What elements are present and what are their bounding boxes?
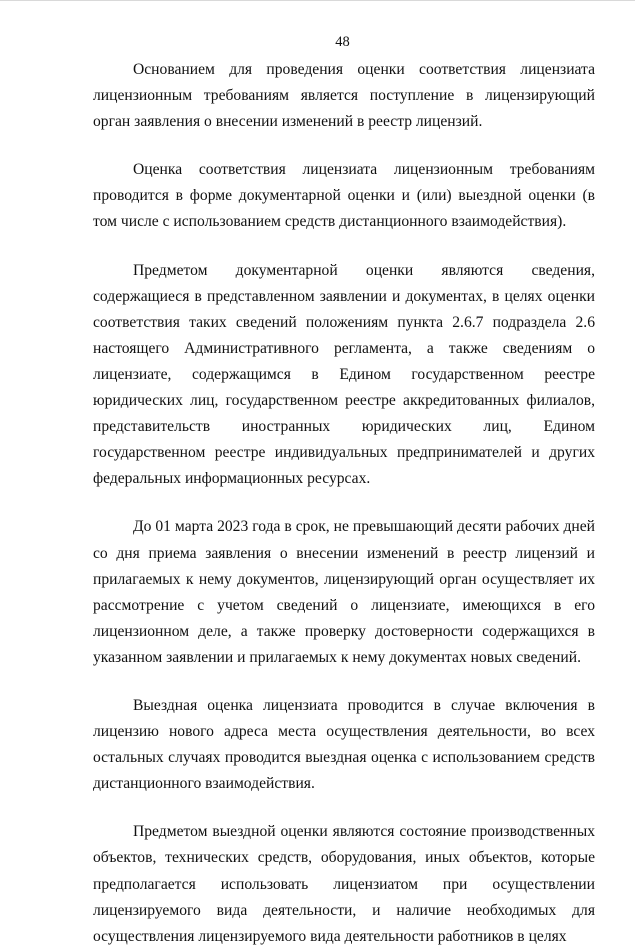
paragraph-documentary-assessment: Предметом документарной оценки являются сведения, содержащиеся в представленном заявлении и документах, в целях оценки соответствия таких сведений положениям пункта 2.6.7 подраздела 2.6 настоящего Административного регламента, а также сведениям о лицензиате, содержащимся в Едином государственном реестре юридических лиц, государственном реестре аккредитованных филиалов, представительств иностранных юридических лиц, Едином государственном реестре индивидуальных предпринимателей и других федеральных информационных ресурсах. <box>93 261 595 488</box>
paragraph-assessment-form: Оценка соответствия лицензиата лицензионным требованиям проводится в форме документарной оценки и (или) выездной оценки (в том числе с использованием средств дистанционного взаимодействия). <box>93 161 595 231</box>
paragraph-deadline: До 01 марта 2023 года в срок, не превышающий десяти рабочих дней со дня приема заявления о внесении изменений в реестр лицензий и прилагаемых к нему документов, лицензирующий орган осуществляет их рассмотрение с учетом сведений о лицензиате, имеющихся в его лицензионном деле, а также проверку достоверности содержащихся в указанном заявлении и прилагаемых к нему документах новых сведений. <box>93 518 595 666</box>
document-body <box>93 57 595 950</box>
page-number: 48 <box>335 34 350 50</box>
paragraph-basis: Основанием для проведения оценки соответствия лицензиата лицензионным требованиям является поступление в лицензирующий орган заявления о внесении изменений в реестр лицензий. <box>93 61 595 131</box>
page-top-edge <box>0 0 635 1</box>
paragraph-onsite-assessment: Выездная оценка лицензиата проводится в случае включения в лицензию нового адреса места осуществления деятельности, во всех остальных случаях проводится выездная оценка с использованием средств дистанционного взаимодействия. <box>93 696 595 793</box>
paragraph-onsite-subject: Предметом выездной оценки являются состояние производственных объектов, технических средств, оборудования, иных объектов, которые предполагается использовать лицензиатом при осуществлении лицензируемого вида деятельности, и наличие необходимых для осуществления лицензируемого вида деятельности работников в целях <box>93 823 595 945</box>
